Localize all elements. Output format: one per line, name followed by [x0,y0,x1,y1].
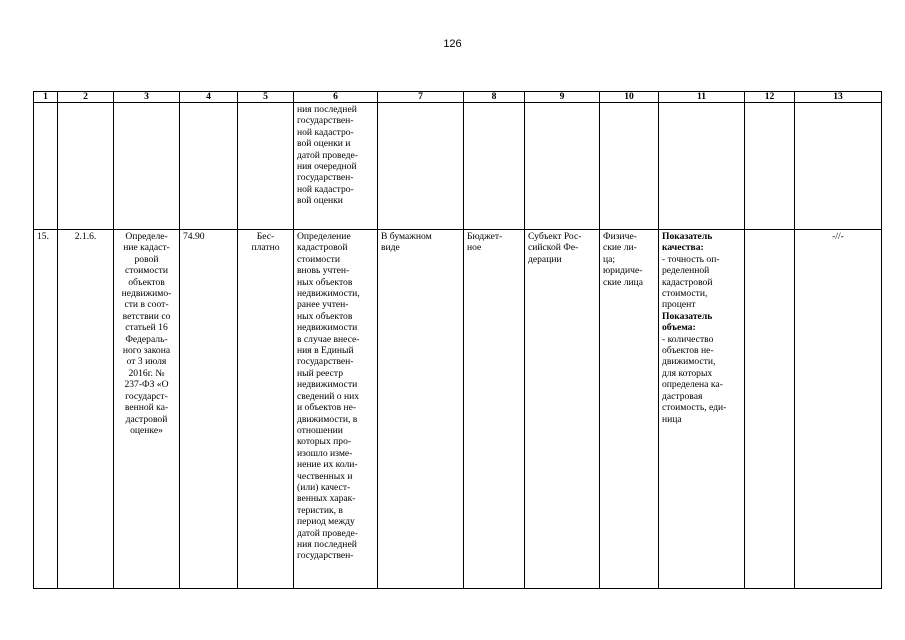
column-header-8: 8 [464,92,525,103]
column-header-11: 11 [659,92,745,103]
services-table [33,91,882,589]
col12-cell [745,230,795,589]
cont-cell-1 [34,103,58,230]
cont-cell-8 [464,103,525,230]
cont-cell-13 [795,103,882,230]
volume-indicator-text: - количество объектов не- движимости, для которых определена ка- дастровая стоимость, еди- ница [662,333,727,425]
consumers-cell: Физиче- ские ли- ца; юридиче- ские лица [600,230,659,589]
cont-cell-9 [525,103,600,230]
column-header-3: 3 [114,92,180,103]
column-header-5: 5 [238,92,294,103]
cont-cell-10 [600,103,659,230]
cont-cell-description: ния последней государствен- ной кадастро- вой оценки и датой проведе- ния очередной государствен- ной кадастро- вой оценки [294,103,378,230]
service-description-cell: Определение кадастровой стоимости вновь учтен- ных объектов недвижимости, ранее учтен- ных объектов недвижимости в случае внесе- ния в Единый государствен- ный реестр недвижимости сведений о них и объектов не- движимости, в отношении которых про- изошло изме- нение их коли- чественных и (или) качест- венных харак- теристик, в период между датой проведе- ния последней государствен- [294,230,378,589]
legal-basis-cell: -//- [795,230,882,589]
service-code-cell: 2.1.6. [58,230,114,589]
quality-indicator-heading: Показатель качества: [662,231,713,254]
payment-cell: Бес- платно [238,230,294,589]
indicators-cell [659,230,745,589]
table-row [34,230,882,589]
service-name-cell: Определе- ние кадаст- ровой стоимости объектов недвижимо- сти в соот- ветствии со статьей 16 Федераль- ного закона от 3 июля 2016г. № 237-ФЗ «О государст- венной ка- дастровой оценке» [114,230,180,589]
cont-cell-2 [58,103,114,230]
cont-cell-4 [180,103,238,230]
row-number-cell: 15. [34,230,58,589]
column-header-12: 12 [745,92,795,103]
column-header-13: 13 [795,92,882,103]
cont-cell-11 [659,103,745,230]
institution-type-cell: Бюджет- ное [464,230,525,589]
quality-indicator-text: - точность оп- ределенной кадастровой стоимости, процент [662,253,720,311]
cont-cell-3 [114,103,180,230]
cont-cell-5 [238,103,294,230]
column-header-4: 4 [180,92,238,103]
column-header-7: 7 [378,92,464,103]
continuation-row [34,103,882,230]
cont-cell-7 [378,103,464,230]
founder-cell: Субъект Рос- сийской Фе- дерации [525,230,600,589]
column-header-6: 6 [294,92,378,103]
column-header-1: 1 [34,92,58,103]
column-header-10: 10 [600,92,659,103]
column-header-2: 2 [58,92,114,103]
column-header-9: 9 [525,92,600,103]
header-row [34,92,882,103]
volume-indicator-heading: Показатель объема: [662,310,713,334]
okved-code-cell: 74.90 [180,230,238,589]
cont-cell-12 [745,103,795,230]
page-number: 126 [443,38,462,50]
form-cell: В бумажном виде [378,230,464,589]
